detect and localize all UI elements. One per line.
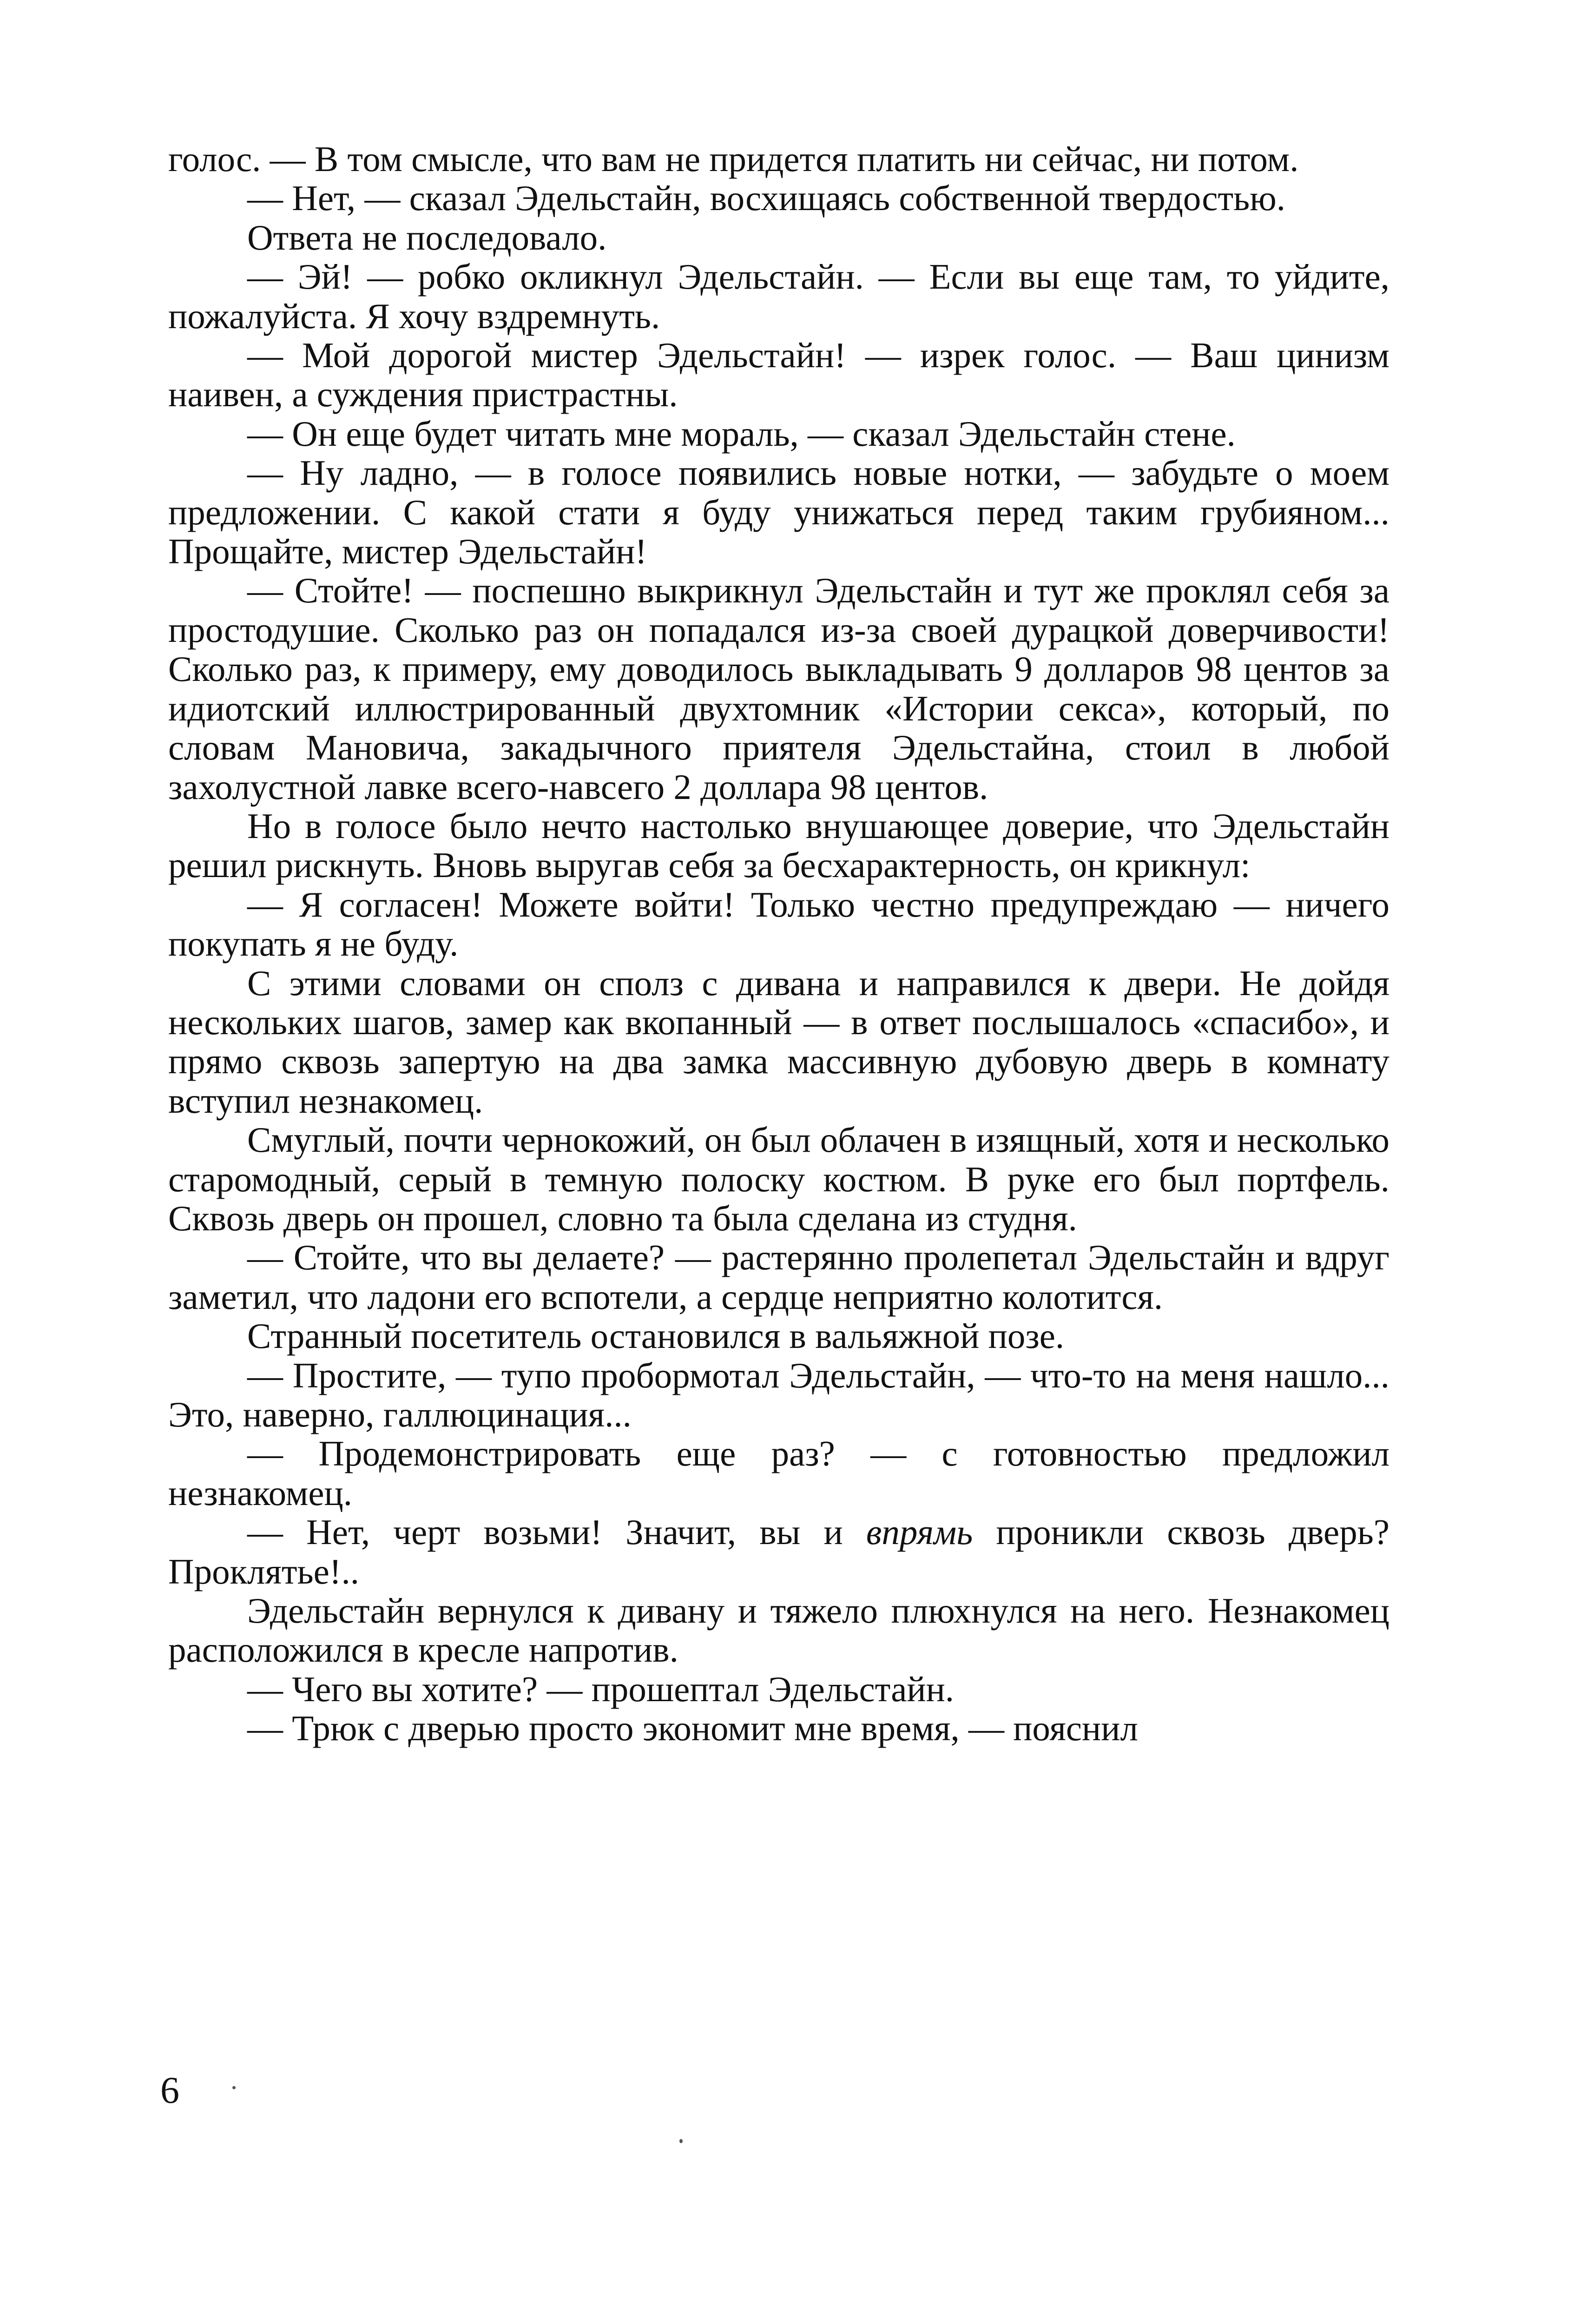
paragraph: — Я согласен! Можете войти! Только честно предупреждаю — ничего покупать я не буду. [168,884,1389,964]
paragraph: — Мой дорогой мистер Эдельстайн! — изрек голос. — Ваш цинизм наивен, а суждения пристрастны. [168,335,1389,415]
paragraph: — Трюк с дверью просто экономит мне время, — пояснил [247,1708,1138,1749]
paragraph: — Стойте, что вы делаете? — растерянно пролепетал Эдельстайн и вдруг заметил, что ладони его вспотели, а сердце неприятно колотится. [168,1237,1389,1317]
body-text [168,139,1389,1748]
paragraph: Смуглый, почти чернокожий, он был облачен в изящный, хотя и несколько старомодный, серый в темную полоску костюм. В руке его был портфель. Сквозь дверь он прошел, словно та была сделана из студня. [168,1120,1389,1238]
paragraph: — Продемонстрировать еще раз? — с готовностью предложил незнакомец. [168,1433,1389,1513]
paragraph: — Нет, — сказал Эдельстайн, восхищаясь собственной твердостью. [247,178,1286,218]
paragraph: — Ну ладно, — в голосе появились новые нотки, — забудьте о моем предложении. С какой стати я буду унижаться перед таким грубияном... Прощайте, мистер Эдельстайн! [168,453,1389,572]
text-run: проникли сквозь дверь? Проклятье!.. [168,1512,1389,1591]
paragraph: — Эй! — робко окликнул Эдельстайн. — Если вы еще там, то уйдите, пожалуйста. Я хочу вздремнуть. [168,257,1389,336]
italic-word: впрямь [866,1512,973,1552]
text-run: — Нет, черт возьми! Значит, вы и [247,1512,866,1552]
page-number: 6 [160,2069,179,2111]
paragraph-with-italic [168,1512,1389,1591]
paragraph: Ответа не последовало. [247,217,607,257]
paragraph: Но в голосе было нечто настолько внушающее доверие, что Эдельстайн решил рискнуть. Вновь выругав себя за бесхарактерность, он крикнул: [168,805,1389,885]
paragraph: — Он еще будет читать мне мораль, — сказал Эдельстайн стене. [247,413,1236,454]
paragraph: — Чего вы хотите? — прошептал Эдельстайн. [247,1669,955,1709]
paragraph: — Простите, — тупо пробормотал Эдельстайн, — что-то на меня нашло... Это, наверно, галлюцинация... [168,1355,1389,1434]
paragraph: Эдельстайн вернулся к дивану и тяжело плюхнулся на него. Незнакомец расположился в кресле напротив. [168,1591,1389,1670]
paragraph: — Стойте! — поспешно выкрикнул Эдельстайн и тут же проклял себя за простодушие. Сколько раз он попадался из-за своей дурацкой доверчивости! Сколько раз, к примеру, ему доводилось выкладывать 9 долларов 98 центов за идиотский иллюстрированный двухтомник «Истории секса», который, по словам Мановича, закадычного приятеля Эдельстайна, стоил в любой захолустной лавке всего-навсего 2 доллара 98 центов. [168,570,1389,807]
paragraph: Странный посетитель остановился в вальяжной позе. [247,1316,1065,1356]
scan-speck [679,2139,683,2143]
paragraph: С этими словами он сполз с дивана и направился к двери. Не дойдя нескольких шагов, замер как вкопанный — в ответ послышалось «спасибо», и прямо сквозь запертую на два замка массивную дубовую дверь в комнату вступил незнакомец. [168,963,1389,1121]
scan-speck [232,2086,236,2089]
paragraph: голос. — В том смысле, что вам не придется платить ни сейчас, ни потом. [168,139,1299,179]
